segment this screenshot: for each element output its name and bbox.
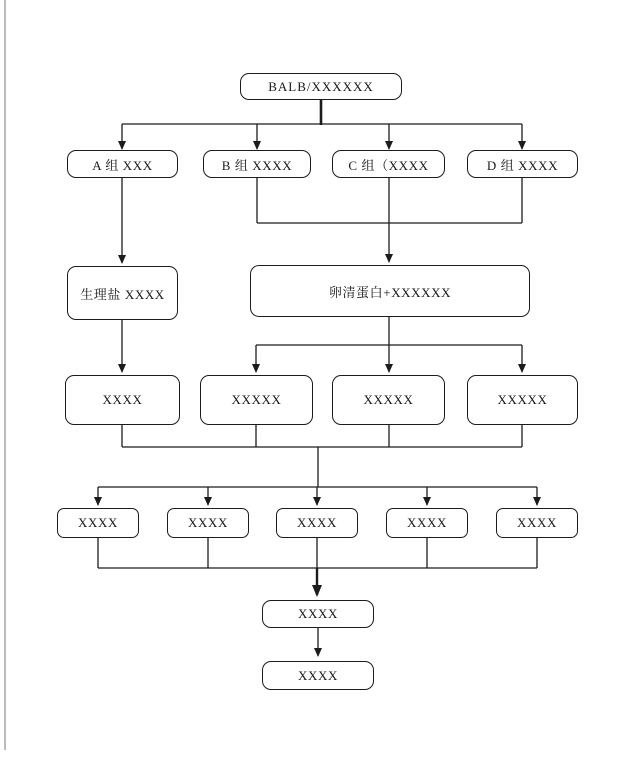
flow-node-stage5-1: XXXX — [57, 508, 139, 538]
flow-node-group-b: B 组 XXXX — [203, 150, 311, 178]
flow-node-stage5-4: XXXX — [386, 508, 468, 538]
flow-node-group-c: C 组（XXXX — [332, 150, 445, 178]
flow-node-stage4-4: XXXXX — [467, 375, 578, 425]
flow-node-stage5-2: XXXX — [167, 508, 249, 538]
flow-node-root: BALB/XXXXXX — [240, 73, 402, 100]
flow-node-saline: 生理盐 XXXX — [67, 266, 178, 320]
flow-node-stage5-5: XXXX — [496, 508, 578, 538]
flow-node-stage4-3: XXXXX — [332, 375, 445, 425]
flow-node-stage4-2: XXXXX — [200, 375, 313, 425]
flow-node-stage5-3: XXXX — [276, 508, 358, 538]
flow-node-stage4-1: XXXX — [65, 375, 180, 425]
flow-node-stage7: XXXX — [262, 661, 374, 690]
flow-node-ovalbumin: 卵清蛋白+XXXXXX — [250, 265, 530, 317]
flow-node-group-a: A 组 XXX — [67, 150, 178, 178]
flow-node-group-d: D 组 XXXX — [467, 150, 578, 178]
flow-node-stage6: XXXX — [262, 600, 374, 628]
